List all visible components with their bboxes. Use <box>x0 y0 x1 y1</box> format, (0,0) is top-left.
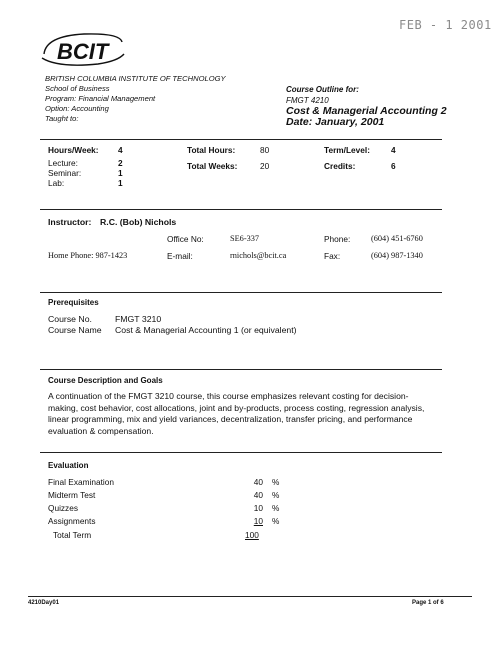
eval-row-label: Final Examination <box>48 477 114 487</box>
hours-week-value: 4 <box>118 145 123 155</box>
instructor-label: Instructor: <box>48 217 92 227</box>
outline-label: Course Outline for: <box>286 85 359 94</box>
divider <box>40 452 442 453</box>
total-term-label: Total Term <box>53 530 92 540</box>
eval-row-unit: % <box>272 490 280 500</box>
lecture-label: Lecture: <box>48 158 78 168</box>
header-left <box>45 74 226 124</box>
evaluation-heading: Evaluation <box>48 461 89 470</box>
footer-rule <box>28 596 472 597</box>
phone-value: (604) 451-6760 <box>371 234 423 243</box>
hours-week-label: Hours/Week: <box>48 145 99 155</box>
school-name: School of Business <box>45 84 110 93</box>
lab-label: Lab: <box>48 178 65 188</box>
seminar-value: 1 <box>118 168 123 178</box>
eval-row-label: Assignments <box>48 516 96 526</box>
description-heading: Course Description and Goals <box>48 376 163 385</box>
eval-row-unit: % <box>272 477 280 487</box>
taught-to: Taught to: <box>45 114 79 123</box>
office-value: SE6-337 <box>230 234 260 243</box>
fax-value: (604) 987-1340 <box>371 251 423 260</box>
course-title: Cost & Managerial Accounting 2 <box>286 105 447 117</box>
phone-label: Phone: <box>324 234 351 244</box>
office-label: Office No: <box>167 234 204 244</box>
divider <box>40 139 442 140</box>
fax-label: Fax: <box>324 251 341 261</box>
divider <box>40 209 442 210</box>
term-level-value: 4 <box>391 145 396 155</box>
bcit-logo <box>38 28 128 72</box>
prerequisites-heading: Prerequisites <box>48 298 99 307</box>
total-hours-label: Total Hours: <box>187 145 236 155</box>
email-value: rnichols@bcit.ca <box>230 251 287 260</box>
divider <box>40 369 442 370</box>
footer-page-number: Page 1 of 6 <box>412 600 444 606</box>
option-name: Option: Accounting <box>45 104 109 113</box>
instructor-name: R.C. (Bob) Nichols <box>100 217 177 227</box>
eval-row-label: Midterm Test <box>48 490 96 500</box>
course-no-value: FMGT 3210 <box>115 314 162 324</box>
term-level-label: Term/Level: <box>324 145 370 155</box>
institute-name: BRITISH COLUMBIA INSTITUTE OF TECHNOLOGY <box>45 74 226 83</box>
course-code: FMGT 4210 <box>286 96 329 105</box>
eval-row-unit: % <box>272 503 280 513</box>
total-weeks-value: 20 <box>260 161 270 171</box>
credits-value: 6 <box>391 161 396 171</box>
eval-row-unit: % <box>272 516 280 526</box>
credits-label: Credits: <box>324 161 356 171</box>
program-name: Program: Financial Management <box>45 94 156 103</box>
course-no-label: Course No. <box>48 314 92 324</box>
logo-text: BCIT <box>57 39 109 64</box>
email-label: E-mail: <box>167 251 193 261</box>
total-weeks-label: Total Weeks: <box>187 161 238 171</box>
header-right <box>286 84 447 128</box>
lecture-value: 2 <box>118 158 123 168</box>
eval-row-label: Quizzes <box>48 503 78 513</box>
outline-date: Date: January, 2001 <box>286 116 385 128</box>
eval-row-value: 10 <box>253 503 263 513</box>
footer-doc-id: 4210Day01 <box>28 600 60 606</box>
home-phone: Home Phone: 987-1423 <box>48 251 128 260</box>
description-text: A continuation of the FMGT 3210 course, this course emphasizes relevant costing for decision-making, cost behavior, cost allocations, joint and by-products, process costing, regression analysis, linear programming, mix and yield variances, decentralization, transfer pricing, and performance evaluation & compensation. <box>48 391 425 436</box>
eval-row-value: 40 <box>253 490 263 500</box>
divider <box>40 292 442 293</box>
course-name-label: Course Name <box>48 325 102 335</box>
total-term-value: 100 <box>245 530 259 540</box>
total-hours-value: 80 <box>260 145 270 155</box>
received-date-stamp: FEB - 1 2001 <box>399 18 492 32</box>
eval-row-value: 40 <box>253 477 263 487</box>
seminar-label: Seminar: <box>48 168 82 178</box>
eval-row-value: 10 <box>253 516 263 526</box>
lab-value: 1 <box>118 178 123 188</box>
course-name-value: Cost & Managerial Accounting 1 (or equivalent) <box>115 325 297 335</box>
